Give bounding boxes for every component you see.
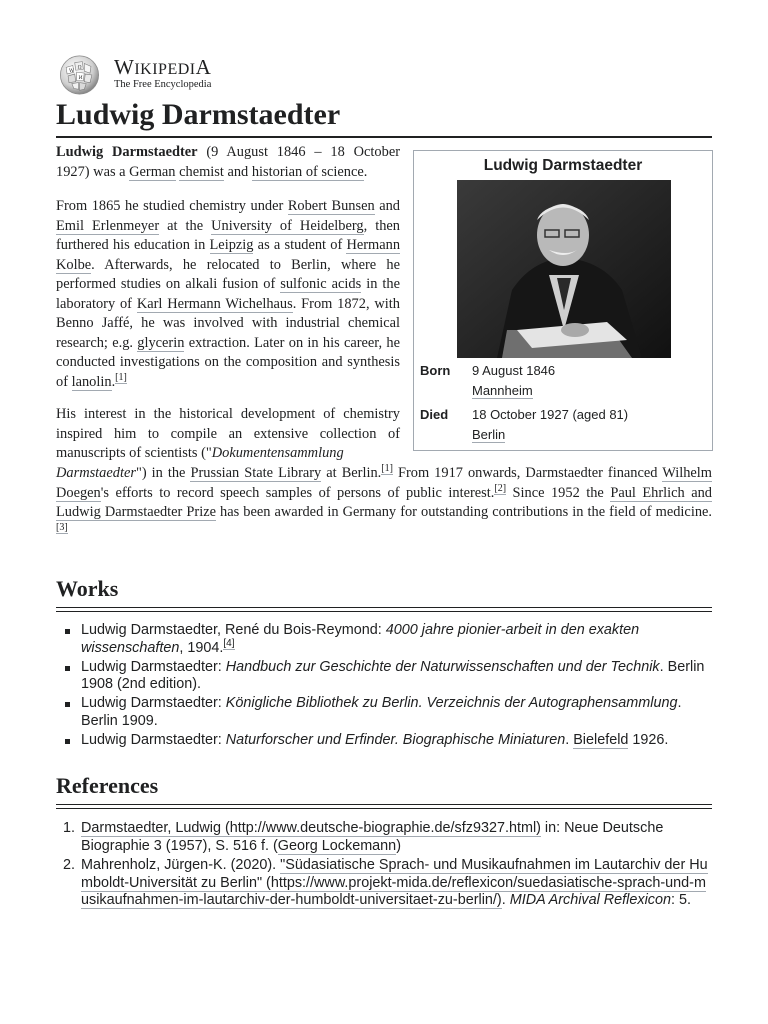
link-university-of-heidelberg[interactable]: University of Heidelberg [211, 217, 364, 234]
collection-paragraph-end: Darmstaedter") in the Prussian State Library at Berlin.[1] From 1917 onwards, Darmstaedter financed Wilhelm Doegen's efforts to record speech samples of persons of public interest.[2] Since 1952 the Paul Ehrlich and Ludwig Darmstaedter Prize has been awarded in Germany for outstanding contributions in the field of medicine.[3] [56, 463, 712, 533]
died-place-link[interactable]: Berlin [472, 426, 506, 442]
italic-darmstaedter: Darmstaedter [56, 465, 136, 481]
link-glycerin[interactable]: glycerin [137, 334, 185, 351]
page-title: Ludwig Darmstaedter [56, 96, 712, 138]
reference-item: 1. Darmstaedter, Ludwig (http://www.deutsche-biographie.de/sfz9327.html) in: Neue Deutsche Biographie 3 (1957), S. 516 f. (Georg Lockemann) [63, 820, 664, 854]
citation-3[interactable]: [3] [56, 521, 68, 533]
link-bielefeld[interactable]: Bielefeld [573, 731, 629, 748]
link-georg-lockemann[interactable]: Georg Lockemann [277, 837, 397, 854]
link-historian-of-science[interactable]: historian of science [251, 163, 364, 180]
infobox-title: Ludwig Darmstaedter [483, 157, 643, 174]
wikipedia-wordmark: WIKIPEDIA [114, 55, 212, 79]
link-paul-ehrlich-prize[interactable]: Paul Ehrlich and Ludwig Darmstaedter Prize [56, 484, 712, 520]
link-robert-bunsen[interactable]: Robert Bunsen [287, 198, 375, 214]
references-heading: References [56, 772, 712, 805]
list-item: Ludwig Darmstaedter, René du Bois-Reymond: 4000 jahre pionier-arbeit in den exakten wissenschaften, 1904.[4] [56, 622, 712, 657]
italic-dokumentensammlung: Dokumentensammlung [211, 445, 344, 461]
citation-4[interactable]: [4] [223, 637, 235, 649]
infobox [413, 150, 713, 451]
died-value [472, 405, 702, 444]
citation-2[interactable]: [2] [494, 482, 507, 494]
born-value [472, 361, 702, 400]
collection-paragraph-start: His interest in the historical development of chemistry inspired him to compile an extensive collection of manuscripts of scientists ("Dokumentensammlung [56, 406, 400, 461]
portrait-photo [457, 180, 671, 358]
ref-link-mida[interactable]: "Südasiatische Sprach- und Musikaufnahmen im Lautarchiv der Humboldt-Universität zu Berlin" (https://www.projekt-mida.de/reflexicon/suedasiatische-sprach-und-musikaufnahmen-im-lautarchiv-der-humboldt-universitaet-zu-berlin/) [81, 857, 708, 908]
citation-1b[interactable]: [1] [381, 463, 393, 475]
born-label: Born [420, 363, 451, 378]
died-label: Died [420, 407, 449, 422]
svg-text:И: И [78, 75, 83, 81]
link-hermann-kolbe[interactable]: Hermann Kolbe [56, 237, 401, 273]
references-list [56, 820, 712, 912]
link-emil-erlenmeyer[interactable]: Emil Erlenmeyer [56, 217, 160, 234]
born-date: 9 August 1846 [472, 363, 556, 378]
link-prussian-state-library[interactable]: Prussian State Library [190, 465, 322, 481]
svg-text:W: W [69, 69, 74, 75]
died-date: 18 October 1927 (aged 81) [472, 407, 629, 422]
list-item: Ludwig Darmstaedter: Handbuch zur Geschichte der Naturwissenschaften und der Technik. Berlin 1908 (2nd edition). [56, 659, 712, 694]
wikipedia-globe-icon [56, 54, 103, 96]
citation-1[interactable]: [1] [115, 371, 127, 383]
born-place-link[interactable]: Mannheim [472, 382, 533, 398]
intro-paragraph: Ludwig Darmstaedter (9 August 1846 – 18 October 1927) was a German chemist and historian of science. [56, 144, 400, 180]
wikipedia-tagline: The Free Encyclopedia [114, 79, 212, 90]
link-chemist[interactable]: chemist [179, 163, 224, 180]
reference-item: 2. Mahrenholz, Jürgen-K. (2020). "Südasiatische Sprach- und Musikaufnahmen im Lautarchiv der Humboldt-Universität zu Berlin" (https://www.projekt-mida.de/reflexicon/suedasiatische-sprach-und-musikaufnahmen-im-lautarchiv-der-humboldt-universitaet-zu-berlin/). MIDA Archival Reflexicon: 5. [63, 857, 708, 908]
svg-text:Ω: Ω [77, 65, 82, 71]
works-heading: Works [56, 575, 712, 608]
link-karl-hermann-wichelhaus[interactable]: Karl Hermann Wichelhaus [136, 295, 293, 312]
link-wilhelm-doegen[interactable]: Wilhelm Doegen [56, 465, 712, 501]
link-leipzig[interactable]: Leipzig [209, 237, 254, 253]
career-paragraph: From 1865 he studied chemistry under Robert Bunsen and Emil Erlenmeyer at the University of Heidelberg, then furthered his education in Leipzig as a student of Hermann Kolbe. Afterwards, he relocated to Berlin, where he performed studies on alkali fusion of sulfonic acids in the laboratory of Karl Hermann Wichelhaus. From 1872, with Benno Jaffé, he was involved with industrial chemical research; e.g. glycerin extraction. Later on in his career, he conducted investigations on the composition and synthesis of lanolin.[1] [56, 198, 401, 390]
ref-link-deutsche-biographie[interactable]: Darmstaedter, Ludwig (http://www.deutsche-biographie.de/sfz9327.html) [81, 820, 541, 836]
works-list [56, 622, 712, 751]
link-german[interactable]: German [129, 163, 176, 180]
list-item: Ludwig Darmstaedter: Naturforscher und Erfinder. Biographische Miniaturen. Bielefeld 1926. [56, 732, 712, 750]
wikipedia-brand[interactable] [56, 54, 356, 94]
subject-name: Ludwig Darmstaedter [56, 144, 198, 160]
list-item: Ludwig Darmstaedter: Königliche Bibliothek zu Berlin. Verzeichnis der Autographensammlung. Berlin 1909. [56, 695, 712, 730]
link-lanolin[interactable]: lanolin [71, 373, 112, 390]
link-sulfonic-acids[interactable]: sulfonic acids [280, 276, 362, 292]
